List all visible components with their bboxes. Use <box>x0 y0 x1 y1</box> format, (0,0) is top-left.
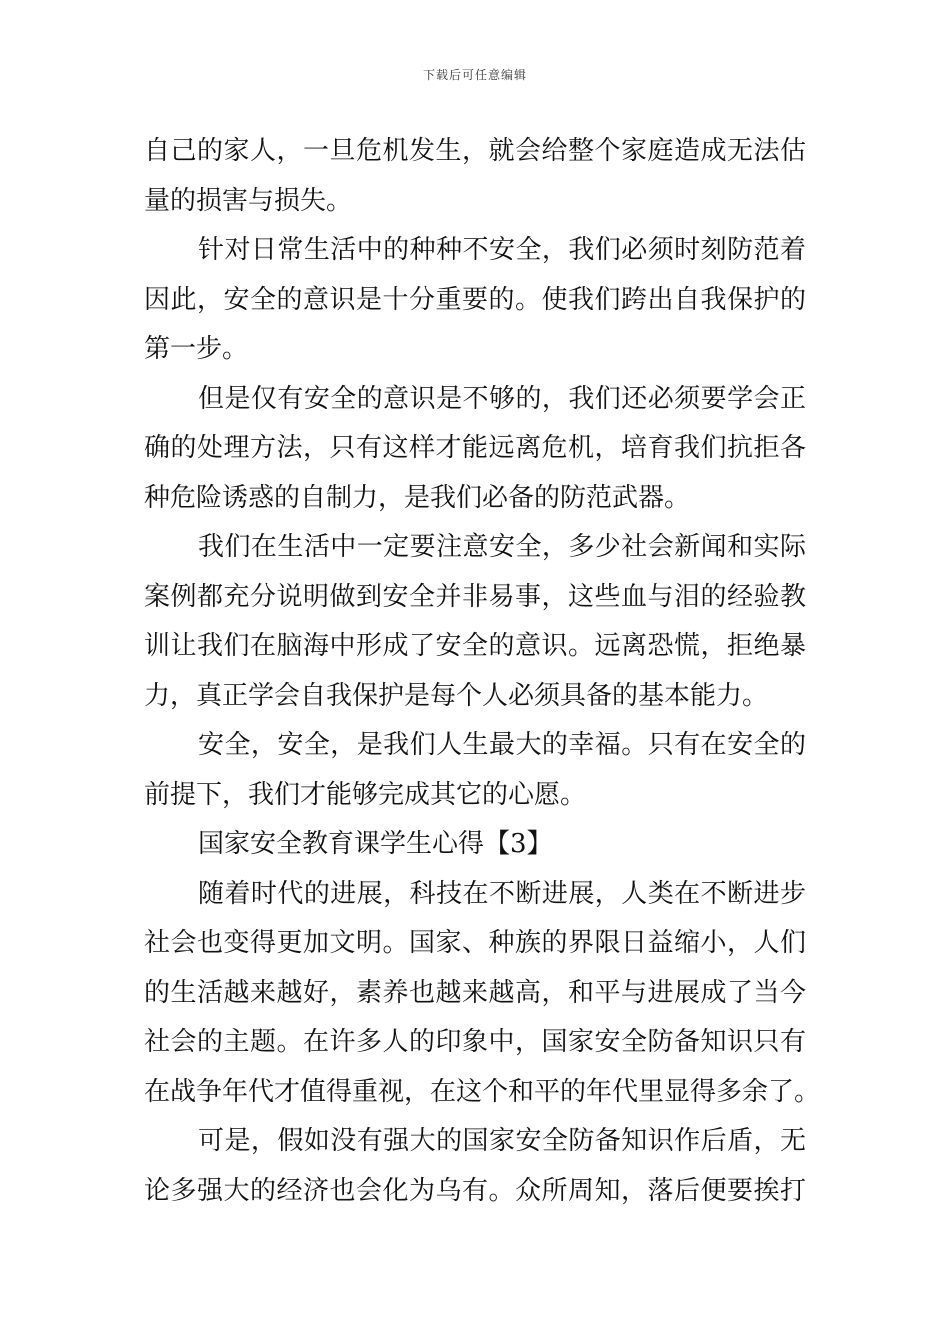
text-line: 社会的主题。在许多人的印象中，国家安全防备知识只有 <box>144 1027 806 1057</box>
text-line: 因此，安全的意识是十分重要的。使我们跨出自我保护的 <box>144 284 806 315</box>
text-line: 针对日常生活中的种种不安全，我们必须时刻防范着 <box>198 235 806 265</box>
text-line: 随着时代的进展，科技在不断进展，人类在不断进步 <box>198 878 806 909</box>
text-line: 自己的家人，一旦危机发生，就会给整个家庭造成无法估 <box>144 136 806 166</box>
text-line: 力，真正学会自我保护是每个人必须具备的基本能力。 <box>144 680 769 711</box>
text-line: 第一步。 <box>144 334 249 364</box>
text-line: 我们在生活中一定要注意安全，多少社会新闻和实际 <box>198 532 806 562</box>
text-line: 前提下，我们才能够完成其它的心愿。 <box>144 779 587 810</box>
text-line: 案例都充分说明做到安全并非易事，这些血与泪的经验教 <box>144 581 806 612</box>
text-line: 的生活越来越好，素养也越来越高，和平与进展成了当今 <box>144 977 806 1008</box>
text-line: 论多强大的经济也会化为乌有。众所周知，落后便要挨打 <box>144 1175 806 1206</box>
section-heading: 国家安全教育课学生心得【3】 <box>198 829 553 859</box>
text-line: 可是，假如没有强大的国家安全防备知识作后盾，无 <box>198 1126 806 1156</box>
text-line: 安全，安全，是我们人生最大的幸福。只有在安全的 <box>198 730 806 760</box>
document-body <box>144 127 821 1216</box>
text-line: 在战争年代才值得重视，在这个和平的年代里显得多余了。 <box>144 1076 821 1107</box>
page-header-note: 下载后可任意编辑 <box>422 68 527 82</box>
text-line: 确的处理方法，只有这样才能远离危机，培育我们抗拒各 <box>144 433 806 463</box>
text-line: 量的损害与损失。 <box>144 185 353 216</box>
text-line: 但是仅有安全的意识是不够的，我们还必须要学会正 <box>198 383 806 414</box>
text-line: 种危险诱惑的自制力，是我们必备的防范武器。 <box>144 482 691 513</box>
text-line: 训让我们在脑海中形成了安全的意识。远离恐慌，拒绝暴 <box>144 631 806 661</box>
text-line: 社会也变得更加文明。国家、种族的界限日益缩小，人们 <box>144 928 806 958</box>
